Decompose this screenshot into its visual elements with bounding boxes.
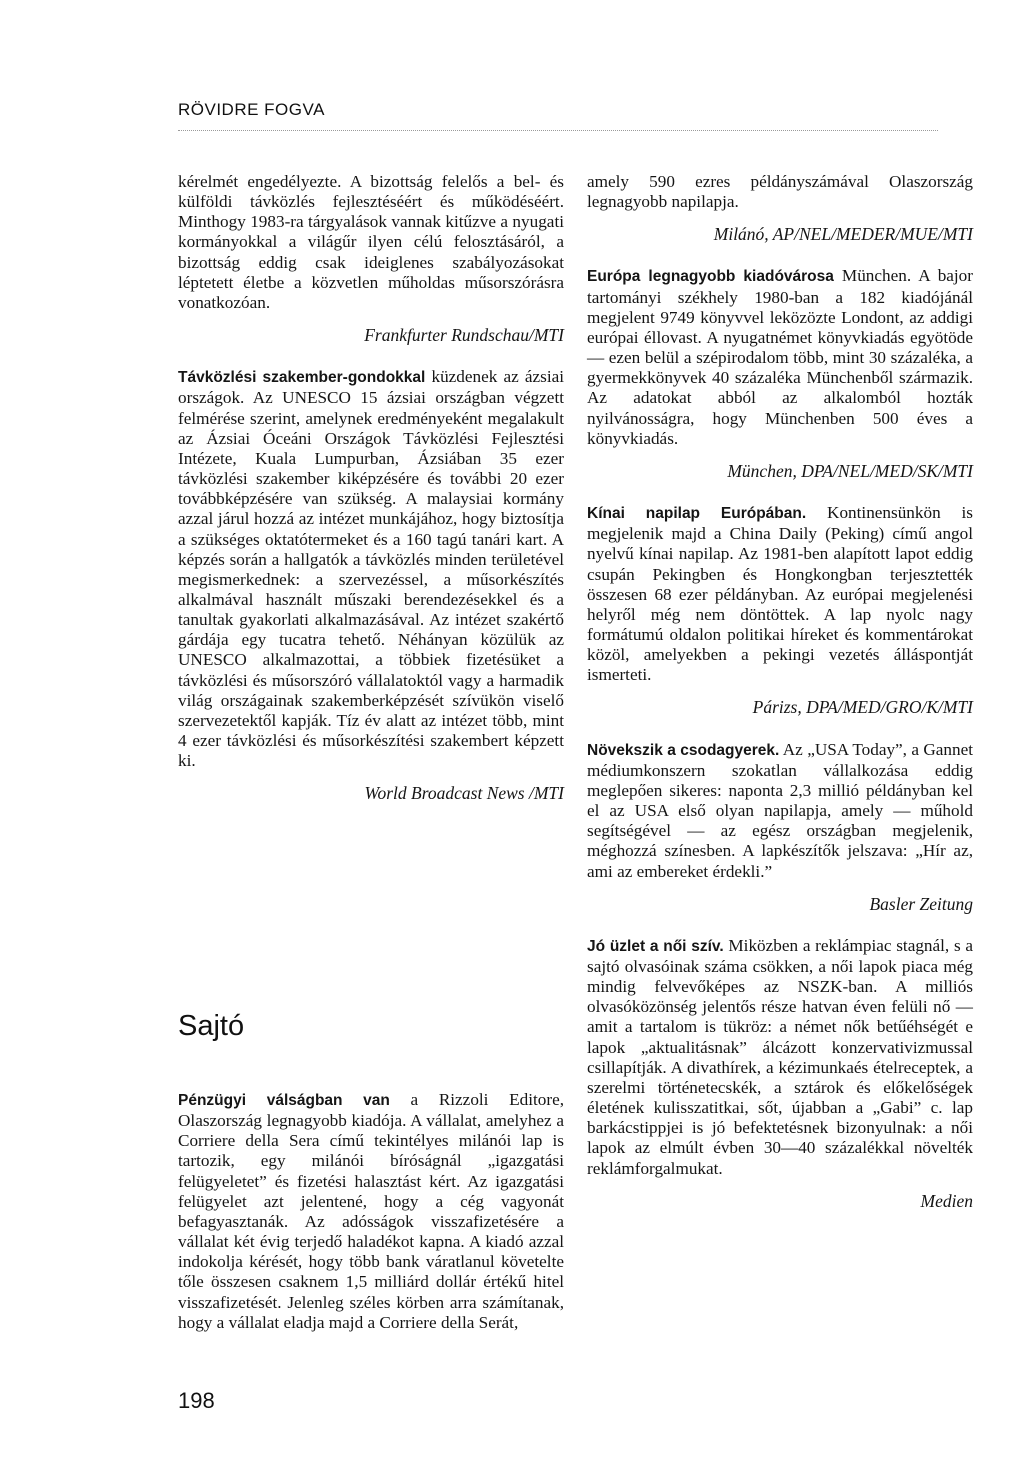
article-noi-lapok <box>587 936 973 1179</box>
article-china-daily <box>587 503 973 685</box>
right-column <box>587 172 973 1211</box>
article-source: München, DPA/NEL/MED/SK/MTI <box>727 460 973 481</box>
section-title: Sajtó <box>178 1010 245 1042</box>
article-tavkozlesi <box>178 367 564 771</box>
left-column-lower <box>178 1090 564 1333</box>
article-source: World Broadcast News /MTI <box>364 783 564 804</box>
running-header: RÖVIDRE FOGVA <box>178 100 325 119</box>
article-text: kérelmét engedélyezte. A bizottság felelős a bel- és külföldi távközlés fejlesztéséért és működéséért. Minthogy 1983-ra tárgyalások vannak kitűzve a nyugati kormányokkal a világűr ilyen célú felosztásáról, a bizottság eddig csak ideiglenes szabályozásokat léptetett életbe a közvetlen műholdas műsorszórásra vonatkozóan. <box>178 172 564 312</box>
left-column <box>178 172 564 804</box>
page-number: 198 <box>178 1388 215 1413</box>
article-text: a Rizzoli Editore, Olaszország legnagyobb kiadója. A vállalat, amelyhez a Corriere della Sera című tekintélyes milánói lap is tartozik, egy milánói bíróságnál „igazgatási felügyeletet” és fizetési halasztást kért. Az igazgatási felügyelet azt jelentené, hogy a cég vagyonát befagyasztanák. Az adósságok visszafizetésére a vállalat két évig terjedő haladékot kapna. A kiadó azzal indokolja kérését, hogy több bank váratlanul követelte tőle összesen csaknem 1,5 milliárd dollár értékű hitel visszafizetését. Jelenleg széles körben arra számítanak, hogy a vállalat eladja majd a Corriere della Serát, <box>178 1090 564 1332</box>
article-corriere-cont <box>587 172 973 212</box>
article-lead: Jó üzlet a női szív. <box>587 937 724 955</box>
article-lead: Európa legnagyobb kiadóvárosa <box>587 268 834 286</box>
article-text: Az „USA Today”, a Gannet médiumkonszern szokatlan vállalkozása eddig meglepően sikeres: naponta 2,3 millió példányban kel el az USA első olyan napilapja, amely — műhold segítségével — az egész országban megjelenik, méghozzá színesben. A lapkészítők jelszava: „Hír az, ami az embereket érdekli.” <box>587 739 973 881</box>
article-text: küzdenek az ázsiai országok. Az UNESCO 15 ázsiai országban végzett felmérése szerint, amelynek eredményeként megalakult az Ázsiai Óceáni Országok Távközlési Fejlesztési Intézete, Kuala Lumpurban, Ázsiában 35 ezer távközlési szakember kiképzésére és további 20 ezer továbbképzésére van szükség. A malaysiai kormány azzal járul hozzá az intézet munkájához, hogy biztosítja a szükséges oktatótermeket és a 160 tagú tanári kart. A képzés során a hallgatók a távközlés minden területével megismerkednek: a szervezéssel, a műsorkészítés alkalmával használt műszaki berendezésekkel és a tanultak gyakorlati alkalmazásával. Az intézet szakértő gárdája egy tucatra tehető. Néhányan közülük az UNESCO alkalmazottai, a többiek fizetésüket a távközlési és műsorszóró vállalatoktól vagy a harmadik világ országainak szakemberképzését szívükön viselő szervezetektől kapják. Tíz év alatt az intézet több, mint 4 ezer távközlési és műsorkészítési szakembert képzett ki. <box>178 367 564 771</box>
article-text: Miközben a reklámpiac stagnál, s a sajtó olvasóinak száma csökken, a női lapok piaca még mindig felvevőképes az NSZK-ban. A milliós olvasóközönség jelentős része hatvan éven felüli nő — amit a tartalom is tükröz: a német nők betűéhségét e lapok „aktualitásnak” álcázott konzervativizmussal csillapítják. A divathírek, a kézimunkaés ételreceptek, a szerelmi történetecskék, a sztárok és előkelőségek életének kulisszatitkai, sőt, újabban a „Gabi” c. lap barkácstippjei is jó befektetésnek bizonyulnak: a női lapok az elmúlt évben 30—40 százalékkal növelték reklámforgalmukat. <box>587 935 974 1178</box>
article-lead: Távközlési szakember-gondokkal <box>178 369 426 387</box>
article-text: Kontinensünkön is megjelenik majd a China Daily (Peking) című angol nyelvű kínai napilap. Az 1981-ben alapított lapot eddig csupán Pekingben és Hongkongban terjesztették összesen 68 ezer példányban. Az európai megjelenési helyről még nem döntöttek. A lap nyolc nagy formátumú oldalon politikai híreket és kommentárokat közöl, amelyekben a pekingi vezetés álláspontját ismerteti. <box>587 503 973 685</box>
article-usa-today <box>587 740 973 882</box>
article-frankfurter <box>178 172 564 313</box>
article-source: Frankfurter Rundschau/MTI <box>364 325 564 346</box>
article-source: Basler Zeitung <box>869 893 973 914</box>
article-rizzoli <box>178 1090 564 1333</box>
article-source: Milánó, AP/NEL/MEDER/MUE/MTI <box>713 224 973 245</box>
article-munchen <box>587 266 973 448</box>
header-rule <box>178 130 938 131</box>
article-lead: Pénzügyi válságban van <box>178 1092 390 1109</box>
article-lead: Kínai napilap Európában. <box>587 505 807 523</box>
article-lead: Növekszik a csodagyerek. <box>587 741 780 759</box>
article-source: Párizs, DPA/MED/GRO/K/MTI <box>752 697 973 718</box>
article-text: amely 590 ezres példányszámával Olaszország legnagyobb napilapja. <box>587 172 973 212</box>
article-text: München. A bajor tartományi székhely 1980-ban a 182 kiadójánál megjelent 9749 könyvvel leközözte Londont, az addigi európai éllovast. A nyugatnémet könyvkiadás egyötöde — ezen belül a szépirodalom több, mint 30 százaléka, a gyermekkönyvek 40 százaléka Münchenből származik. Az adatokat abból az alkalomból hozták nyilvánosságra, hogy Münchenben 500 éves a könyvkiadás. <box>587 266 974 448</box>
article-source: Medien <box>920 1190 973 1211</box>
